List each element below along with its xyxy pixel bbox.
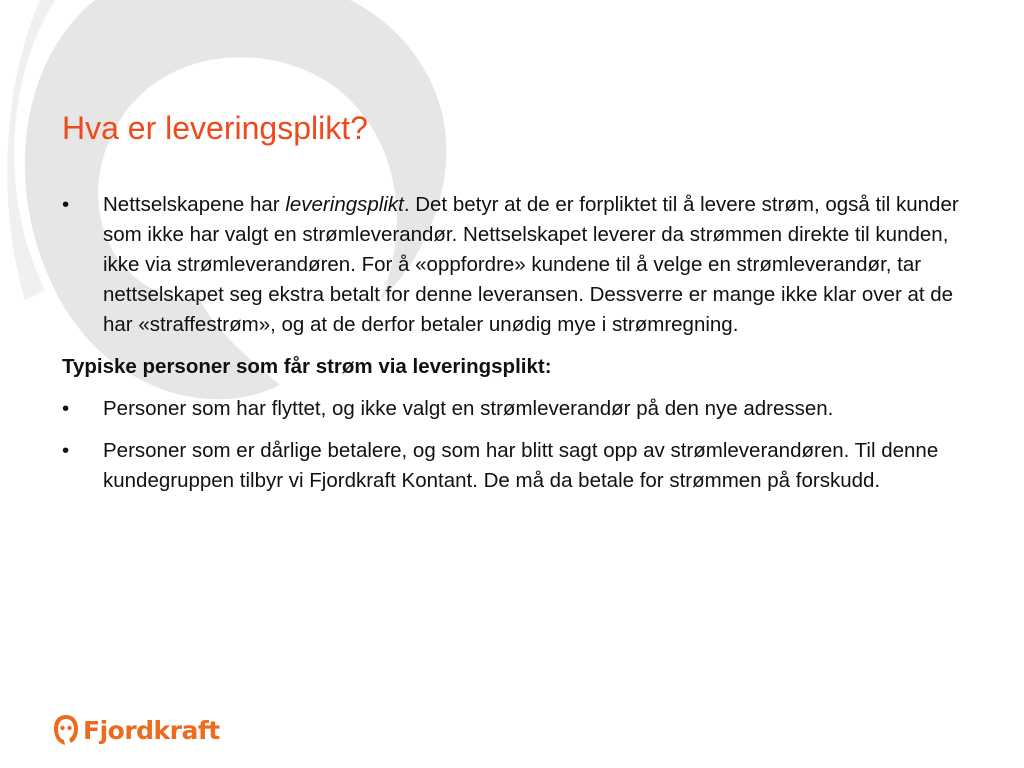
bullet-marker: • <box>62 397 70 420</box>
emphasized-term: leveringsplikt <box>285 193 404 216</box>
bullet-marker: • <box>62 439 70 462</box>
subheading: Typiske personer som får strøm via leveringsplikt: <box>62 355 552 378</box>
logo-wordmark: Fjordkraft <box>83 715 220 745</box>
bullet-text-rest: . Det betyr at de er forpliktet til å levere strøm, også til kunder som ikke har valgt en strømleverandør. Nettselskapet leverer da strømmen direkte til kunden, ikke via strømleverandøren. For å «oppfordre» kundene til å velge en strømleverandør, tar nettselskapet seg ekstra betalt for denne leveransen. Dessverre er mange ikke klar over at de har «straffestrøm», og at de derfor betaler unødig mye i strømregning. <box>103 193 959 336</box>
fjordkraft-face-icon <box>52 713 80 747</box>
bullet-item <box>62 394 962 424</box>
fjordkraft-logo <box>52 712 220 748</box>
bullet-marker: • <box>62 193 70 216</box>
bullet-item <box>62 436 962 496</box>
slide-title: Hva er leveringsplikt? <box>62 110 368 146</box>
bullet-item <box>62 190 962 340</box>
slide-content <box>62 190 962 508</box>
bullet-text: Personer som har flyttet, og ikke valgt en strømleverandør på den nye adressen. <box>103 397 834 420</box>
bullet-text: Personer som er dårlige betalere, og som har blitt sagt opp av strømleverandøren. Til denne kundegruppen tilbyr vi Fjordkraft Kontant. De må da betale for strømmen på forskudd. <box>103 439 939 492</box>
bullet-text-start: Nettselskapene har <box>103 193 286 216</box>
